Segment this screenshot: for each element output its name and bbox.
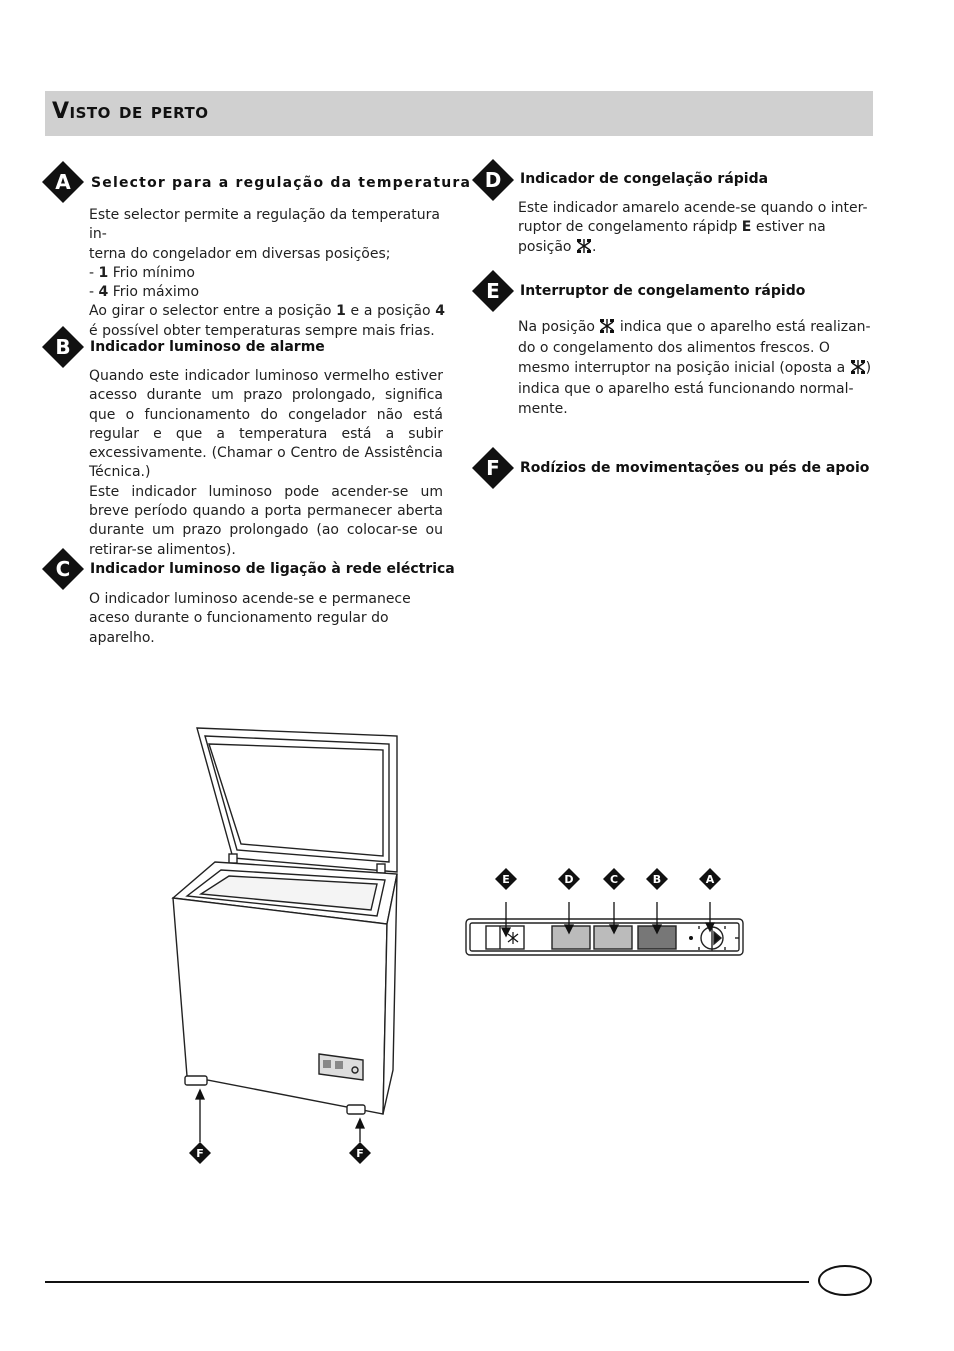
text-run: E xyxy=(741,219,752,236)
section-b-text-2: Este indicador luminoso pode acender-se um breve período quando a porta permanecer aberta durante um prazo prolongado (ao colocar-se ou retirar-se alimentos). xyxy=(89,483,443,558)
marker-b-icon xyxy=(41,325,85,369)
section-e-body xyxy=(518,317,874,420)
marker-d-letter: D xyxy=(484,168,502,192)
marker-d-icon xyxy=(471,158,515,202)
text-run: . xyxy=(591,238,597,255)
chest-freezer-illustration xyxy=(165,722,410,1172)
section-c-heading: Indicador luminoso de ligação à rede eléctrica xyxy=(90,561,455,577)
section-d-body xyxy=(518,199,880,257)
marker-e-icon xyxy=(471,269,515,313)
fast-freeze-icon xyxy=(576,238,592,254)
item-text: Frio mínimo xyxy=(108,264,195,281)
label-a-letter: A xyxy=(705,873,715,886)
text-run: é possível obter temperaturas sempre mais frias. xyxy=(89,322,435,339)
marker-c-icon xyxy=(41,547,85,591)
text-run: 4 xyxy=(435,303,445,320)
label-b-letter: B xyxy=(652,873,662,886)
footer-rule xyxy=(45,1281,809,1283)
marker-c-letter: C xyxy=(55,557,71,581)
text-run: Este indicador amarelo acende-se quando o inter- ruptor de congelamento rápidp xyxy=(518,200,868,236)
section-c-text: O indicador luminoso acende-se e permanece aceso durante o funcionamento regular do aparelho. xyxy=(89,591,411,646)
text-run: e a posição xyxy=(345,303,436,320)
section-f-heading: Rodízios de movimentações ou pés de apoio xyxy=(520,460,870,476)
text-run: Na posição xyxy=(518,319,600,335)
section-b-heading: Indicador luminoso de alarme xyxy=(90,339,325,355)
text-run: Ao girar o selector entre a posição xyxy=(89,303,337,320)
section-d-text xyxy=(518,199,880,257)
section-a-line: terna do congelador em diversas posições; xyxy=(89,245,391,262)
section-a-last xyxy=(89,302,445,341)
marker-f-icon xyxy=(471,446,515,490)
text-run: 1 xyxy=(336,303,346,320)
fast-freeze-icon xyxy=(599,318,615,334)
label-c-letter: C xyxy=(609,873,619,886)
marker-e-letter: E xyxy=(486,279,500,303)
label-f-icon xyxy=(349,1142,371,1164)
marker-a-letter: A xyxy=(55,170,71,194)
section-a-heading: Selector para a regulação da temperatura xyxy=(91,175,472,191)
label-d-icon xyxy=(558,868,580,890)
section-b-body xyxy=(89,367,443,560)
label-a-icon xyxy=(699,868,721,890)
section-e-text xyxy=(518,317,874,420)
label-d-letter: D xyxy=(564,873,574,886)
label-b-icon xyxy=(646,868,668,890)
label-f-letter: F xyxy=(356,1147,364,1160)
item-number: 4 xyxy=(98,284,109,301)
marker-b-letter: B xyxy=(55,335,71,359)
item-prefix: - xyxy=(89,264,99,281)
section-a-item-1 xyxy=(89,264,445,283)
item-number: 1 xyxy=(98,264,109,281)
item-prefix: - xyxy=(89,284,99,301)
label-f-letter: F xyxy=(196,1147,204,1160)
page-number-oval xyxy=(818,1265,872,1296)
fast-freeze-icon xyxy=(850,359,866,375)
text-run: indica que o aparelho está realizan- do o congelamento dos alimentos frescos. O mesmo interruptor na posição inicial (oposta a xyxy=(518,319,871,376)
text-run: estiver na posição xyxy=(518,219,826,255)
text-run: ) indica que o aparelho está funcionando normal- mente. xyxy=(518,360,872,417)
title-bar xyxy=(45,91,873,136)
section-a-line: Este selector permite a regulação da temperatura in- xyxy=(89,207,440,243)
label-e-letter: E xyxy=(502,873,510,886)
marker-f-letter: F xyxy=(486,456,500,480)
item-text: Frio máximo xyxy=(108,284,200,301)
marker-a-icon xyxy=(41,160,85,204)
label-e-icon xyxy=(495,868,517,890)
section-a-body xyxy=(89,206,445,341)
label-f-icon xyxy=(189,1142,211,1164)
section-e-heading: Interruptor de congelamento rápido xyxy=(520,283,806,299)
section-b-text-1: Quando este indicador luminoso vermelho estiver acesso durante um prazo prolongado, significa que o funcionamento do congelador não está regular e que a temperatura está a subir excessivamente. (Chamar o Centro de Assistência Técnica.) xyxy=(89,368,443,481)
label-c-icon xyxy=(603,868,625,890)
section-a-item-2 xyxy=(89,283,445,302)
page-title: Visto de perto xyxy=(52,99,209,124)
section-d-heading: Indicador de congelação rápida xyxy=(520,171,769,187)
control-panel-diagram xyxy=(463,888,747,960)
section-c-body xyxy=(89,590,445,648)
